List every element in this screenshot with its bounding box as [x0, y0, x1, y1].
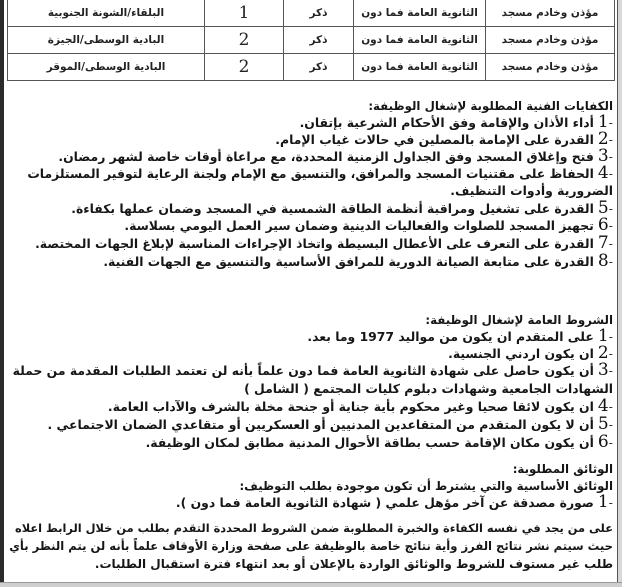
- job-title-cell: مؤذن وخادم مسجد: [486, 27, 615, 54]
- announcement-body: [8, 0, 613, 580]
- condition-item: [8, 328, 613, 346]
- item-number: 5: [597, 414, 609, 434]
- competency-item: [8, 217, 613, 235]
- item-text: ان يكون لائقا صحيا وغير محكوم بأية جناية أو جنحة مخلة بالشرف والآداب العامة.: [107, 399, 594, 414]
- count-cell: 2: [205, 54, 284, 81]
- competency-item: [8, 200, 613, 218]
- list-dash: -: [608, 133, 613, 147]
- item-text: القدرة على التعرف على الأعطال البسيطة واتخاذ الإجراءات المناسبة لإبلاغ الجهات المختصة.: [35, 236, 594, 251]
- competency-item: [8, 131, 613, 149]
- general-conditions-heading: الشروط العامة لإشغال الوظيفة:: [425, 313, 613, 327]
- item-number: 3: [597, 360, 609, 380]
- list-dash: -: [608, 237, 613, 251]
- item-text: الحفاظ على مقتنيات المسجد والمرافق، والتنسيق مع الإمام ولجنة الرعاية لتوفير المستلزمات: [27, 166, 594, 181]
- list-dash: -: [608, 116, 613, 130]
- condition-item: [8, 398, 613, 416]
- job-title-cell: مؤذن وخادم مسجد: [486, 0, 615, 27]
- list-dash: -: [608, 496, 613, 510]
- item-text: القدرة على متابعة الصيانة الدورية للمرافق الأساسية والتنسيق مع الجهات الفنية.: [103, 254, 594, 269]
- item-text: أن لا يكون المتقدم من المتقاعدين المدنيين أو العسكريين أو متقاعدي الضمان الاجتماعي .: [47, 417, 594, 432]
- item-number: 4: [597, 163, 609, 183]
- list-dash: -: [608, 219, 613, 233]
- item-text: على المتقدم ان يكون من مواليد 1977 وما بعد.: [307, 329, 594, 344]
- item-text: ان يكون اردني الجنسية.: [448, 346, 594, 361]
- item-number: 3: [597, 146, 609, 166]
- item-text: أداء الأذان والإقامة وفق الأحكام الشرعية بإتقان.: [299, 115, 594, 130]
- item-text: القدرة على تشغيل ومراقبة أنظمة الطاقة الشمسية في المسجد وضمان عملها بكفاءة.: [71, 201, 594, 216]
- item-text: أن يكون حاصل على شهادة الثانوية العامة فما دون علماً بأنه لن تعتمد الطلبات المقدمة من حملة: [12, 363, 594, 378]
- item-continuation: الضرورية وأدوات التنظيف.: [450, 183, 613, 198]
- list-dash: -: [608, 418, 613, 432]
- competency-item: [8, 165, 613, 183]
- item-text: القدرة على الإمامة بالمصلين في حالات غياب الإمام.: [275, 132, 594, 147]
- page-frame-bottom: [0, 582, 622, 587]
- list-dash: -: [608, 330, 613, 344]
- qualification-cell: الثانوية العامة فما دون: [354, 54, 486, 81]
- list-dash: -: [608, 364, 613, 378]
- competencies-heading: الكفايات الفنية المطلوبة لإشغال الوظيفة:: [368, 99, 613, 113]
- item-number: 6: [597, 215, 609, 235]
- count-cell: 2: [205, 27, 284, 54]
- item-text: تجهيز المسجد للصلوات والفعاليات الدينية وضمان سير العمل اليومي بسلاسة.: [124, 218, 594, 233]
- location-cell: البلقاء/الشونة الجنوبية: [8, 0, 205, 27]
- competency-item: [8, 114, 613, 132]
- item-text: أن يكون مكان الإقامة حسب بطاقة الأحوال المدنية مطابق لمكان الوظيفة.: [145, 435, 594, 450]
- list-dash: -: [608, 347, 613, 361]
- location-cell: البادية الوسطى/الجيزة: [8, 27, 205, 54]
- item-number: 7: [597, 233, 609, 253]
- closing-paragraph-line: حيث سيتم نشر نتائج الفرز وأية نتائج خاصة بالوظيفة على صفحة وزارة الأوقاف علماً بأنه لن يتم النظر بأي: [9, 539, 613, 553]
- page-frame-left: [0, 0, 4, 582]
- item-text: فتح وإغلاق المسجد وفق الجداول الزمنية المحددة، مع مراعاة أوقات خاصة لشهر رمضان.: [58, 149, 594, 164]
- condition-item: [8, 416, 613, 434]
- condition-item: [8, 434, 613, 452]
- location-cell: البادية الوسطى/الموقر: [8, 54, 205, 81]
- documents-heading: الوثائق المطلوبة:: [512, 462, 613, 476]
- item-text: صورة مصدقة عن آخر مؤهل علمي ( شهادة الثانوية العامة فما دون ).: [175, 495, 594, 510]
- list-dash: -: [608, 400, 613, 414]
- item-number: 2: [597, 343, 609, 363]
- page-frame-right: [617, 0, 622, 587]
- document-item: [8, 494, 613, 512]
- item-number: 1: [597, 326, 609, 346]
- competency-item: [8, 235, 613, 253]
- list-dash: -: [608, 167, 613, 181]
- qualification-cell: الثانوية العامة فما دون: [354, 0, 486, 27]
- condition-item: [8, 345, 613, 363]
- count-cell: 1: [205, 0, 284, 27]
- item-number: 1: [597, 112, 609, 132]
- item-number: 6: [597, 432, 609, 452]
- gender-cell: ذكر: [284, 0, 354, 27]
- closing-paragraph-line: على من يجد في نفسه الكفاءة والخبرة المطلوبة ضمن الشروط المحددة التقدم بطلب من خلال الرابط اعلاه: [14, 521, 613, 535]
- gender-cell: ذكر: [284, 54, 354, 81]
- list-dash: -: [608, 255, 613, 269]
- closing-paragraph-line: طلب غير مستوف للشروط والوثائق الواردة بالإعلان أو بعد انتهاء فترة استقبال الطلبات.: [94, 557, 613, 571]
- item-number: 2: [597, 129, 609, 149]
- item-number: 8: [597, 251, 609, 271]
- competency-item: [8, 253, 613, 271]
- list-dash: -: [608, 436, 613, 450]
- gender-cell: ذكر: [284, 27, 354, 54]
- competency-item: [8, 148, 613, 166]
- documents-subheading: الوثائق الأساسية والتي يشترط أن تكون موجودة بطلب التوظيف:: [239, 479, 613, 493]
- qualification-cell: الثانوية العامة فما دون: [354, 27, 486, 54]
- item-number: 5: [597, 198, 609, 218]
- list-dash: -: [608, 202, 613, 216]
- list-dash: -: [608, 150, 613, 164]
- item-continuation: الشهادات الجامعية وشهادات دبلوم كليات المجتمع ( الشامل ): [244, 381, 613, 396]
- job-title-cell: مؤذن وخادم مسجد: [486, 54, 615, 81]
- condition-item: [8, 362, 613, 380]
- item-number: 4: [597, 396, 609, 416]
- item-number: 1: [597, 492, 609, 512]
